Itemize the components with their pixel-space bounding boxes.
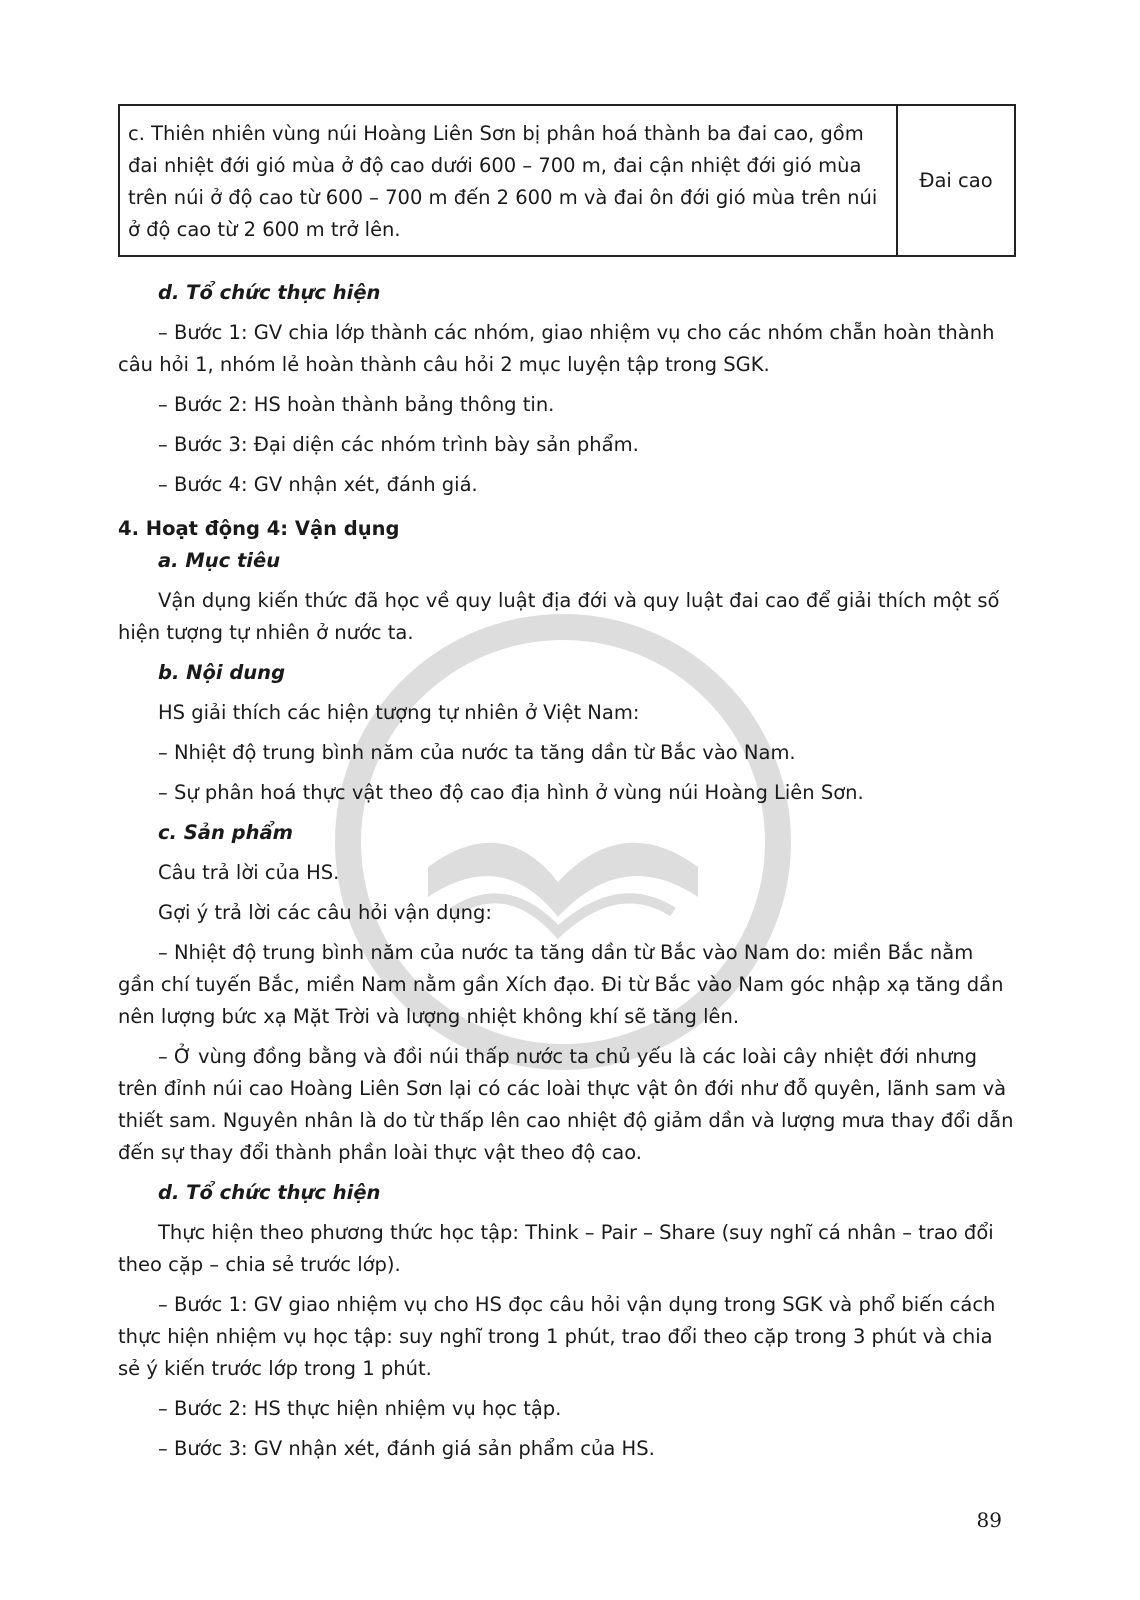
table-cell-label: Đai cao	[897, 105, 1015, 256]
list-item: – Nhiệt độ trung bình năm của nước ta tăng dần từ Bắc vào Nam do: miền Bắc nằm gần chí tuyến Bắc, miền Nam nằm gần Xích đạo. Đi từ Bắc vào Nam góc nhập xạ tăng dần nên lượng bức xạ Mặt Trời và lượng nhiệt không khí sẽ tăng lên.	[118, 941, 1004, 1028]
step-item: – Bước 3: GV nhận xét, đánh giá sản phẩm của HS.	[158, 1437, 655, 1460]
section-heading: d. Tổ chức thực hiện	[158, 1181, 381, 1204]
step-item: – Bước 3: Đại diện các nhóm trình bày sản phẩm.	[158, 433, 639, 456]
section-heading: a. Mục tiêu	[158, 549, 281, 572]
section-heading: c. Sản phẩm	[158, 821, 293, 844]
list-item: – Nhiệt độ trung bình năm của nước ta tăng dần từ Bắc vào Nam.	[158, 741, 796, 764]
paragraph: Thực hiện theo phương thức học tập: Think – Pair – Share (suy nghĩ cá nhân – trao đổi theo cặp – chia sẻ trước lớp).	[118, 1221, 994, 1276]
paragraph: HS giải thích các hiện tượng tự nhiên ở Việt Nam:	[158, 701, 640, 724]
list-item: – Sự phân hoá thực vật theo độ cao địa hình ở vùng núi Hoàng Liên Sơn.	[158, 781, 864, 804]
paragraph: Vận dụng kiến thức đã học về quy luật địa đới và quy luật đai cao để giải thích một số hiện tượng tự nhiên ở nước ta.	[118, 589, 1000, 644]
page-body	[118, 104, 1016, 1465]
activity-title: 4. Hoạt động 4: Vận dụng	[118, 517, 400, 540]
text-content	[118, 277, 1016, 1465]
table-row	[119, 105, 1015, 256]
table-cell-content: c. Thiên nhiên vùng núi Hoàng Liên Sơn bị phân hoá thành ba đai cao, gồm đai nhiệt đới gió mùa ở độ cao dưới 600 – 700 m, đai cận nhiệt đới gió mùa trên núi ở độ cao từ 600 – 700 m đến 2 600 m và đai ôn đới gió mùa trên núi ở độ cao từ 2 600 m trở lên.	[119, 105, 897, 256]
step-item: – Bước 1: GV giao nhiệm vụ cho HS đọc câu hỏi vận dụng trong SGK và phổ biến cách thực hiện nhiệm vụ học tập: suy nghĩ trong 1 phút, trao đổi theo cặp trong 3 phút và chia sẻ ý kiến trước lớp trong 1 phút.	[118, 1293, 996, 1380]
step-item: – Bước 2: HS hoàn thành bảng thông tin.	[158, 393, 555, 416]
section-heading: d. Tổ chức thực hiện	[158, 281, 381, 304]
step-item: – Bước 2: HS thực hiện nhiệm vụ học tập.	[158, 1397, 562, 1420]
paragraph: Gợi ý trả lời các câu hỏi vận dụng:	[158, 901, 492, 924]
page-number: 89	[976, 1508, 1002, 1532]
section-heading: b. Nội dung	[158, 661, 286, 684]
step-item: – Bước 1: GV chia lớp thành các nhóm, giao nhiệm vụ cho các nhóm chẵn hoàn thành câu hỏi 1, nhóm lẻ hoàn thành câu hỏi 2 mục luyện tập trong SGK.	[118, 321, 995, 376]
list-item: – Ở vùng đồng bằng và đồi núi thấp nước ta chủ yếu là các loài cây nhiệt đới nhưng trên đỉnh núi cao Hoàng Liên Sơn lại có các loài thực vật ôn đới như đỗ quyên, lãnh sam và thiết sam. Nguyên nhân là do từ thấp lên cao nhiệt độ giảm dần và lượng mưa thay đổi dẫn đến sự thay đổi thành phần loài thực vật theo độ cao.	[118, 1045, 1014, 1164]
step-item: – Bước 4: GV nhận xét, đánh giá.	[158, 473, 478, 496]
info-table	[118, 104, 1016, 257]
paragraph: Câu trả lời của HS.	[158, 861, 340, 884]
